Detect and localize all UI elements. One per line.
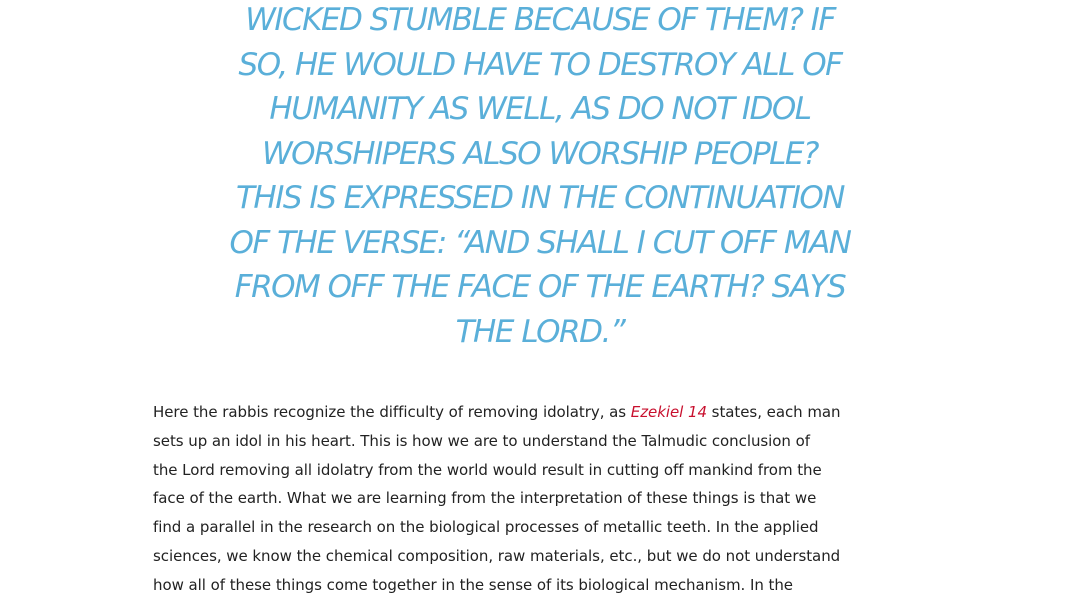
paragraph-line: find a parallel in the research on the biological processes of metallic teeth. In the applied bbox=[153, 518, 819, 537]
pull-quote-line: FROM OFF THE FACE OF THE EARTH? SAYS bbox=[234, 269, 846, 305]
pull-quote-line: THIS IS EXPRESSED IN THE CONTINUATION bbox=[236, 180, 844, 216]
paragraph-line: face of the earth. What we are learning from the interpretation of these things is that we bbox=[153, 489, 817, 508]
pull-quote-line: WORSHIPERS ALSO WORSHIP PEOPLE? bbox=[262, 135, 818, 172]
paragraph-line: how all of these things come together in the sense of its biological mechanism. In the bbox=[153, 575, 793, 594]
pull-quote-line: OF THE VERSE: “AND SHALL I CUT OFF MAN bbox=[229, 224, 851, 261]
pull-quote-line: WICKED STUMBLE BECAUSE OF THEM? IF bbox=[245, 2, 835, 38]
paragraph-text: Here the rabbis recognize the difficulty of removing idolatry, as bbox=[153, 403, 631, 421]
ezekiel-14-link[interactable]: Ezekiel 14 bbox=[630, 403, 707, 421]
paragraph-line: the Lord removing all idolatry from the world would result in cutting off mankind from the bbox=[153, 460, 822, 479]
paragraph-line: sciences, we know the chemical composition, raw materials, etc., but we do not understand bbox=[153, 546, 841, 565]
paragraph-line bbox=[153, 398, 953, 427]
paragraph-line: sets up an idol in his heart. This is how we are to understand the Talmudic conclusion of bbox=[153, 431, 810, 450]
pull-quote-line: SO, HE WOULD HAVE TO DESTROY ALL OF bbox=[238, 46, 842, 83]
pull-quote bbox=[150, 0, 930, 354]
pull-quote-line: HUMANITY AS WELL, AS DO NOT IDOL bbox=[269, 91, 811, 127]
pull-quote-line: THE LORD.” bbox=[455, 313, 625, 350]
article-paragraph bbox=[153, 398, 953, 600]
paragraph-text: states, each man bbox=[706, 403, 841, 421]
